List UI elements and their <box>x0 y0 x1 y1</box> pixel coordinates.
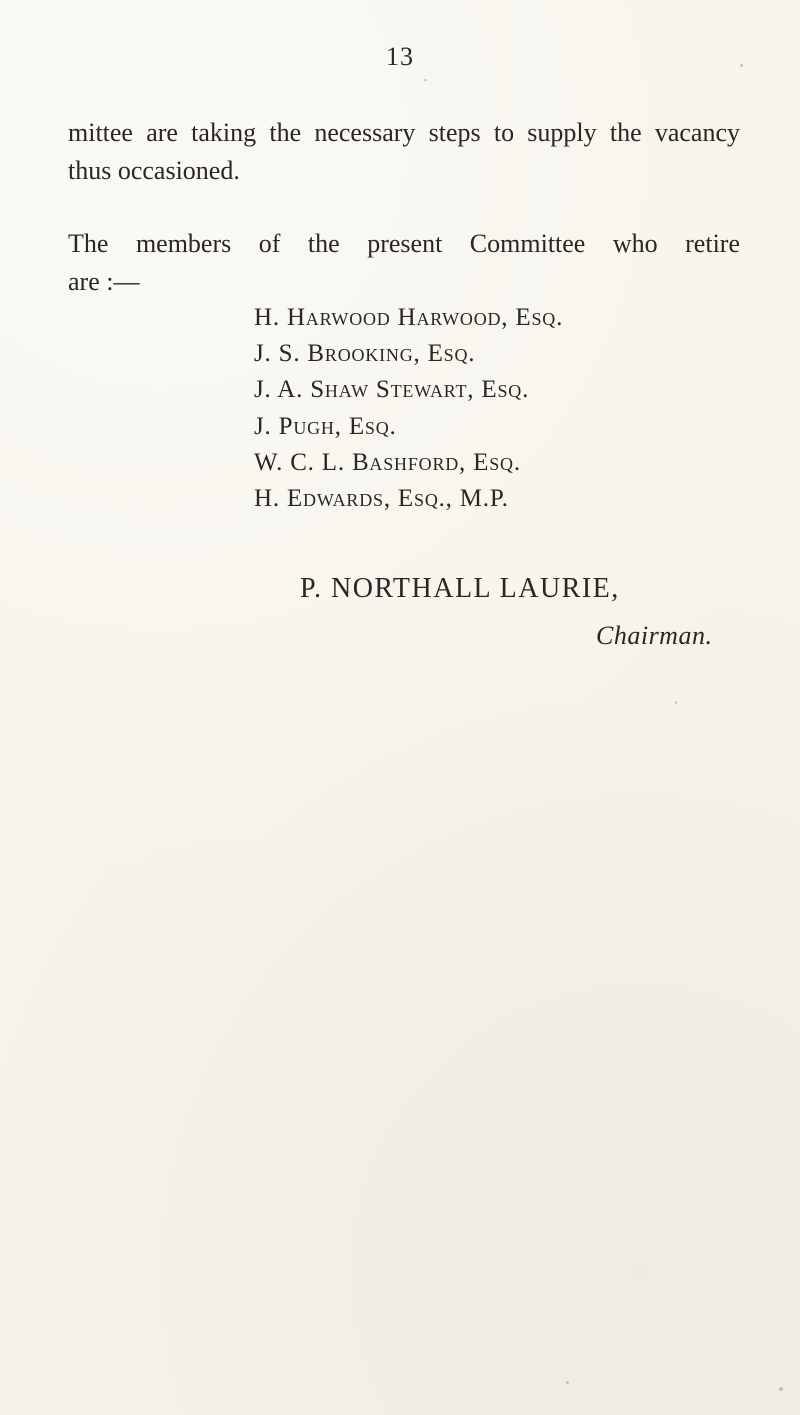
member-name: H. Harwood Harwood, Esq. <box>254 304 564 331</box>
paper-speck <box>424 79 427 81</box>
paragraph-line: are :— <box>68 267 140 296</box>
paragraph-line: The members of the present Committee who retire <box>68 229 740 258</box>
paper-speck <box>779 1387 783 1391</box>
paragraph-line: mittee are taking the necessary steps to supply the vacancy <box>68 118 740 147</box>
member-name: J. A. Shaw Stewart, Esq. <box>254 376 530 404</box>
member-name: J. Pugh, Esq. <box>254 412 397 440</box>
member-name: W. C. L. Bashford, Esq. <box>254 448 521 476</box>
page-number: 13 <box>386 42 414 71</box>
paragraph-line: thus occasioned. <box>68 156 240 185</box>
paper-speck <box>566 1381 569 1384</box>
retiring-members-list <box>254 300 563 517</box>
paper-speck <box>740 64 743 67</box>
paragraph-retiring-members <box>68 225 740 301</box>
signatory-title: Chairman. <box>596 621 713 650</box>
member-name: H. Edwards, Esq., M.P. <box>254 485 509 513</box>
signatory-name: P. NORTHALL LAURIE, <box>300 573 620 604</box>
paper-speck <box>675 701 677 704</box>
member-name: J. S. Brooking, Esq. <box>254 340 476 368</box>
paragraph-vacancy <box>68 114 740 190</box>
